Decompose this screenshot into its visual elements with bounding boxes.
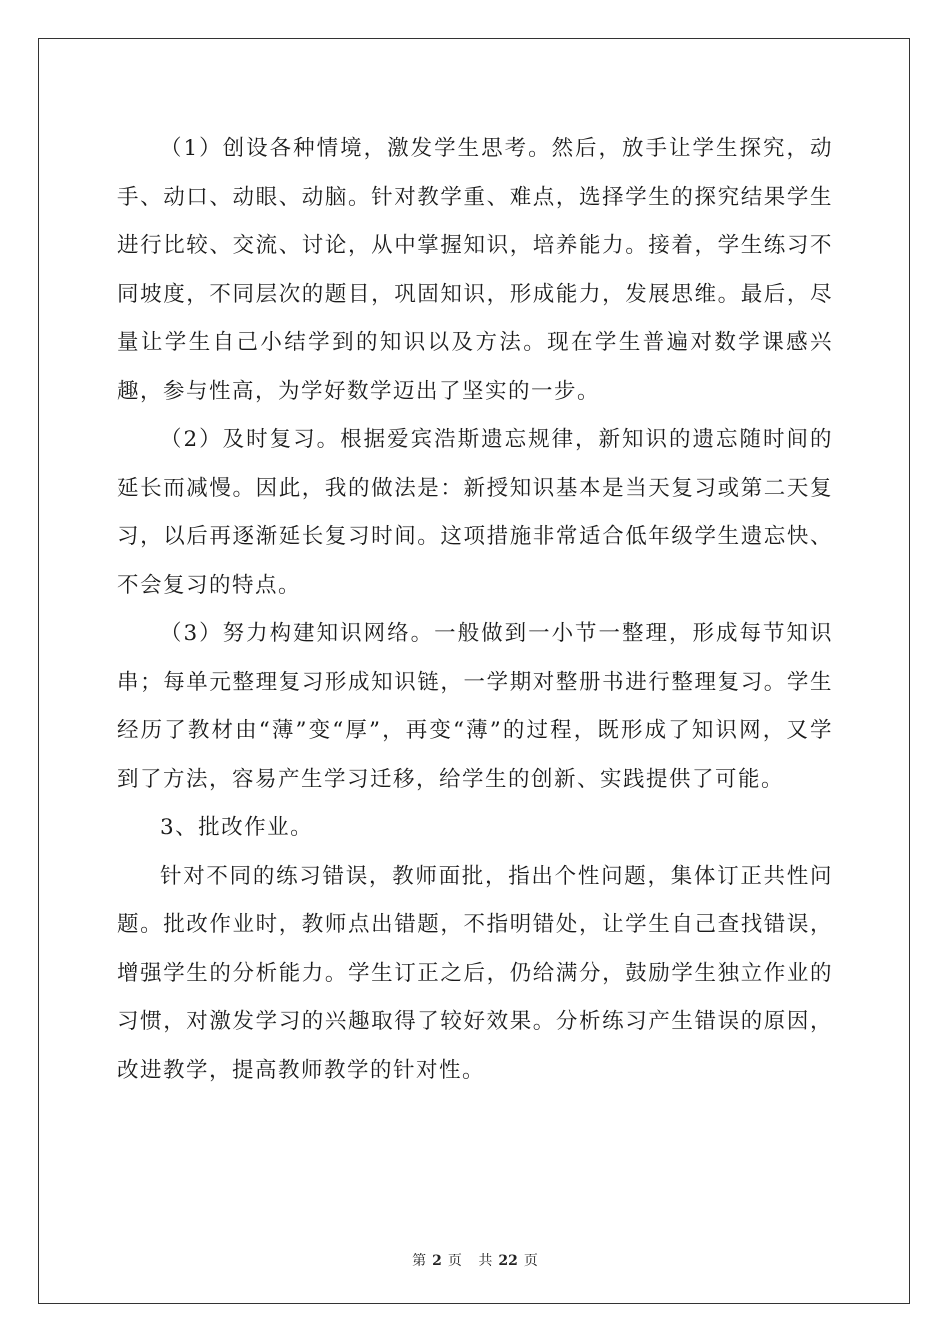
page-suffix: 页 (447, 1253, 462, 1269)
paragraph-knowledge-network: （3）努力构建知识网络。一般做到一小节一整理，形成每节知识串；每单元整理复习形成知识链，一学期对整册书进行整理复习。学生经历了教材由“薄”变“厚”，再变“薄”的过程，既形成了知识网，又学到了方法，容易产生学习迁移，给学生的创新、实践提供了可能。 (117, 621, 833, 792)
section-heading-grading-homework: 3、批改作业。 (160, 815, 314, 840)
page-indicator (409, 1253, 465, 1269)
total-pages-number: 22 (498, 1253, 518, 1269)
total-pages-indicator (475, 1253, 540, 1269)
paragraph-create-situations: （1）创设各种情境，激发学生思考。然后，放手让学生探究，动手、动口、动眼、动脑。针对教学重、难点，选择学生的探究结果学生进行比较、交流、讨论，从中掌握知识，培养能力。接着，学生练习不同坡度，不同层次的题目，巩固知识，形成能力，发展思维。最后，尽量让学生自己小结学到的知识以及方法。现在学生普遍对数学课感兴趣，参与性高，为学好数学迈出了坚实的一步。 (117, 136, 833, 404)
document-body (117, 125, 833, 1095)
total-prefix: 共 (478, 1253, 493, 1269)
page-number: 2 (432, 1253, 442, 1269)
paragraph-grading-details: 针对不同的练习错误，教师面批，指出个性问题，集体订正共性问题。批改作业时，教师点出错题，不指明错处，让学生自己查找错误，增强学生的分析能力。学生订正之后，仍给满分，鼓励学生独立作业的习惯，对激发学习的兴趣取得了较好效果。分析练习产生错误的原因，改进教学，提高教师教学的针对性。 (117, 863, 833, 1083)
page-prefix: 第 (412, 1253, 427, 1269)
page-footer (0, 1250, 950, 1270)
paragraph-timely-review: （2）及时复习。根据爱宾浩斯遗忘规律，新知识的遗忘随时间的延长而减慢。因此，我的做法是：新授知识基本是当天复习或第二天复习，以后再逐渐延长复习时间。这项措施非常适合低年级学生遗忘快、不会复习的特点。 (117, 427, 833, 598)
total-suffix: 页 (523, 1253, 538, 1269)
